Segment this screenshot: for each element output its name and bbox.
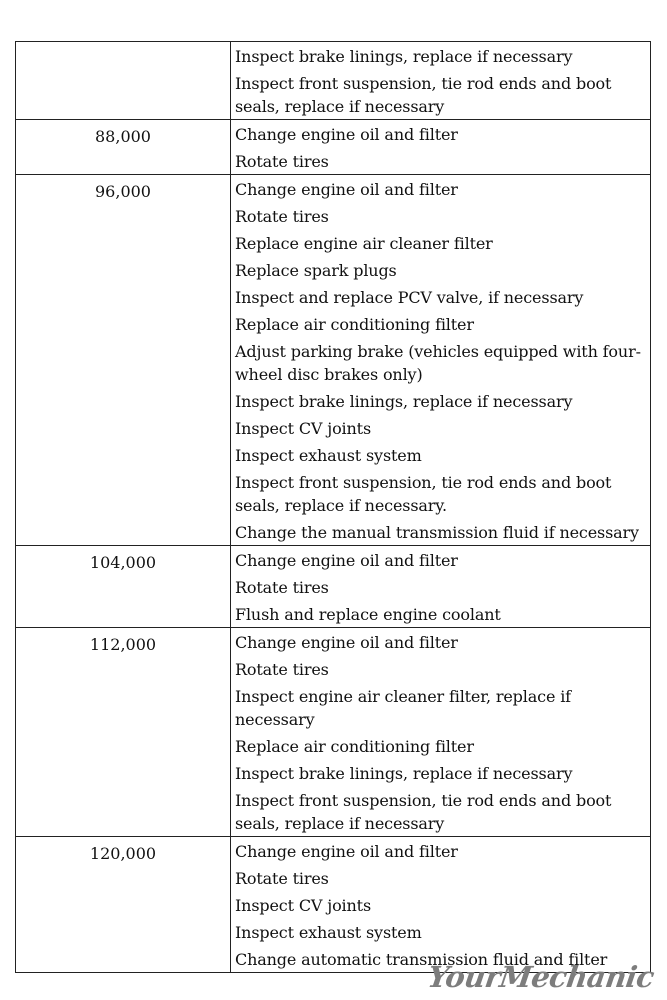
mileage-value: 112,000 (89, 635, 157, 654)
schedule-row (16, 628, 651, 837)
task-item: Inspect and replace PCV valve, if necessary (235, 288, 584, 307)
task-item: Replace air conditioning filter (235, 315, 474, 334)
tasks-cell (231, 837, 651, 973)
mileage-cell (16, 120, 231, 175)
task-item: Rotate tires (235, 869, 329, 888)
task-item: Change engine oil and filter (235, 842, 458, 861)
task-item: Replace spark plugs (235, 261, 397, 280)
task-item: Inspect exhaust system (235, 446, 422, 465)
tasks-cell (231, 42, 651, 120)
mileage-value: 120,000 (89, 844, 157, 863)
task-item: Inspect brake linings, replace if necessary (235, 47, 573, 66)
tasks-cell (231, 120, 651, 175)
task-item: Rotate tires (235, 578, 329, 597)
schedule-body (16, 42, 651, 973)
task-item: Replace engine air cleaner filter (235, 234, 493, 253)
mileage-cell (16, 837, 231, 973)
task-item: Change the manual transmission fluid if necessary (235, 523, 639, 542)
task-item: Inspect brake linings, replace if necessary (235, 764, 573, 783)
task-item: Rotate tires (235, 660, 329, 679)
schedule-row (16, 546, 651, 628)
task-item: Change automatic transmission fluid and filter (235, 950, 608, 969)
task-item: Adjust parking brake (vehicles equipped with four-wheel disc brakes only) (235, 342, 641, 384)
task-item: Replace air conditioning filter (235, 737, 474, 756)
schedule-row (16, 837, 651, 973)
mileage-cell (16, 628, 231, 837)
task-item: Inspect front suspension, tie rod ends and boot seals, replace if necessary (235, 74, 612, 116)
task-item: Inspect exhaust system (235, 923, 422, 942)
mileage-value: 104,000 (89, 553, 157, 572)
task-item: Inspect front suspension, tie rod ends and boot seals, replace if necessary (235, 791, 612, 833)
mileage-value: 96,000 (95, 182, 151, 201)
tasks-cell (231, 175, 651, 546)
task-item: Change engine oil and filter (235, 633, 458, 652)
tasks-cell (231, 546, 651, 628)
task-item: Flush and replace engine coolant (235, 605, 501, 624)
mileage-cell (16, 175, 231, 546)
task-item: Rotate tires (235, 152, 329, 171)
task-item: Rotate tires (235, 207, 329, 226)
mileage-cell (16, 42, 231, 120)
task-item: Inspect front suspension, tie rod ends and boot seals, replace if necessary. (235, 473, 612, 515)
mileage-cell (16, 546, 231, 628)
schedule-row (16, 175, 651, 546)
yourmechanic-watermark-logo: YourMechanic (425, 960, 657, 994)
task-item: Change engine oil and filter (235, 125, 458, 144)
task-item: Change engine oil and filter (235, 551, 458, 570)
task-item: Inspect brake linings, replace if necessary (235, 392, 573, 411)
schedule-row (16, 42, 651, 120)
task-item: Inspect CV joints (235, 896, 372, 915)
task-item: Inspect CV joints (235, 419, 372, 438)
mileage-value: 88,000 (95, 127, 151, 146)
schedule-row (16, 120, 651, 175)
maintenance-schedule-table (15, 41, 651, 973)
task-item: Change engine oil and filter (235, 180, 458, 199)
tasks-cell (231, 628, 651, 837)
task-item: Inspect engine air cleaner filter, replace if necessary (235, 687, 571, 729)
